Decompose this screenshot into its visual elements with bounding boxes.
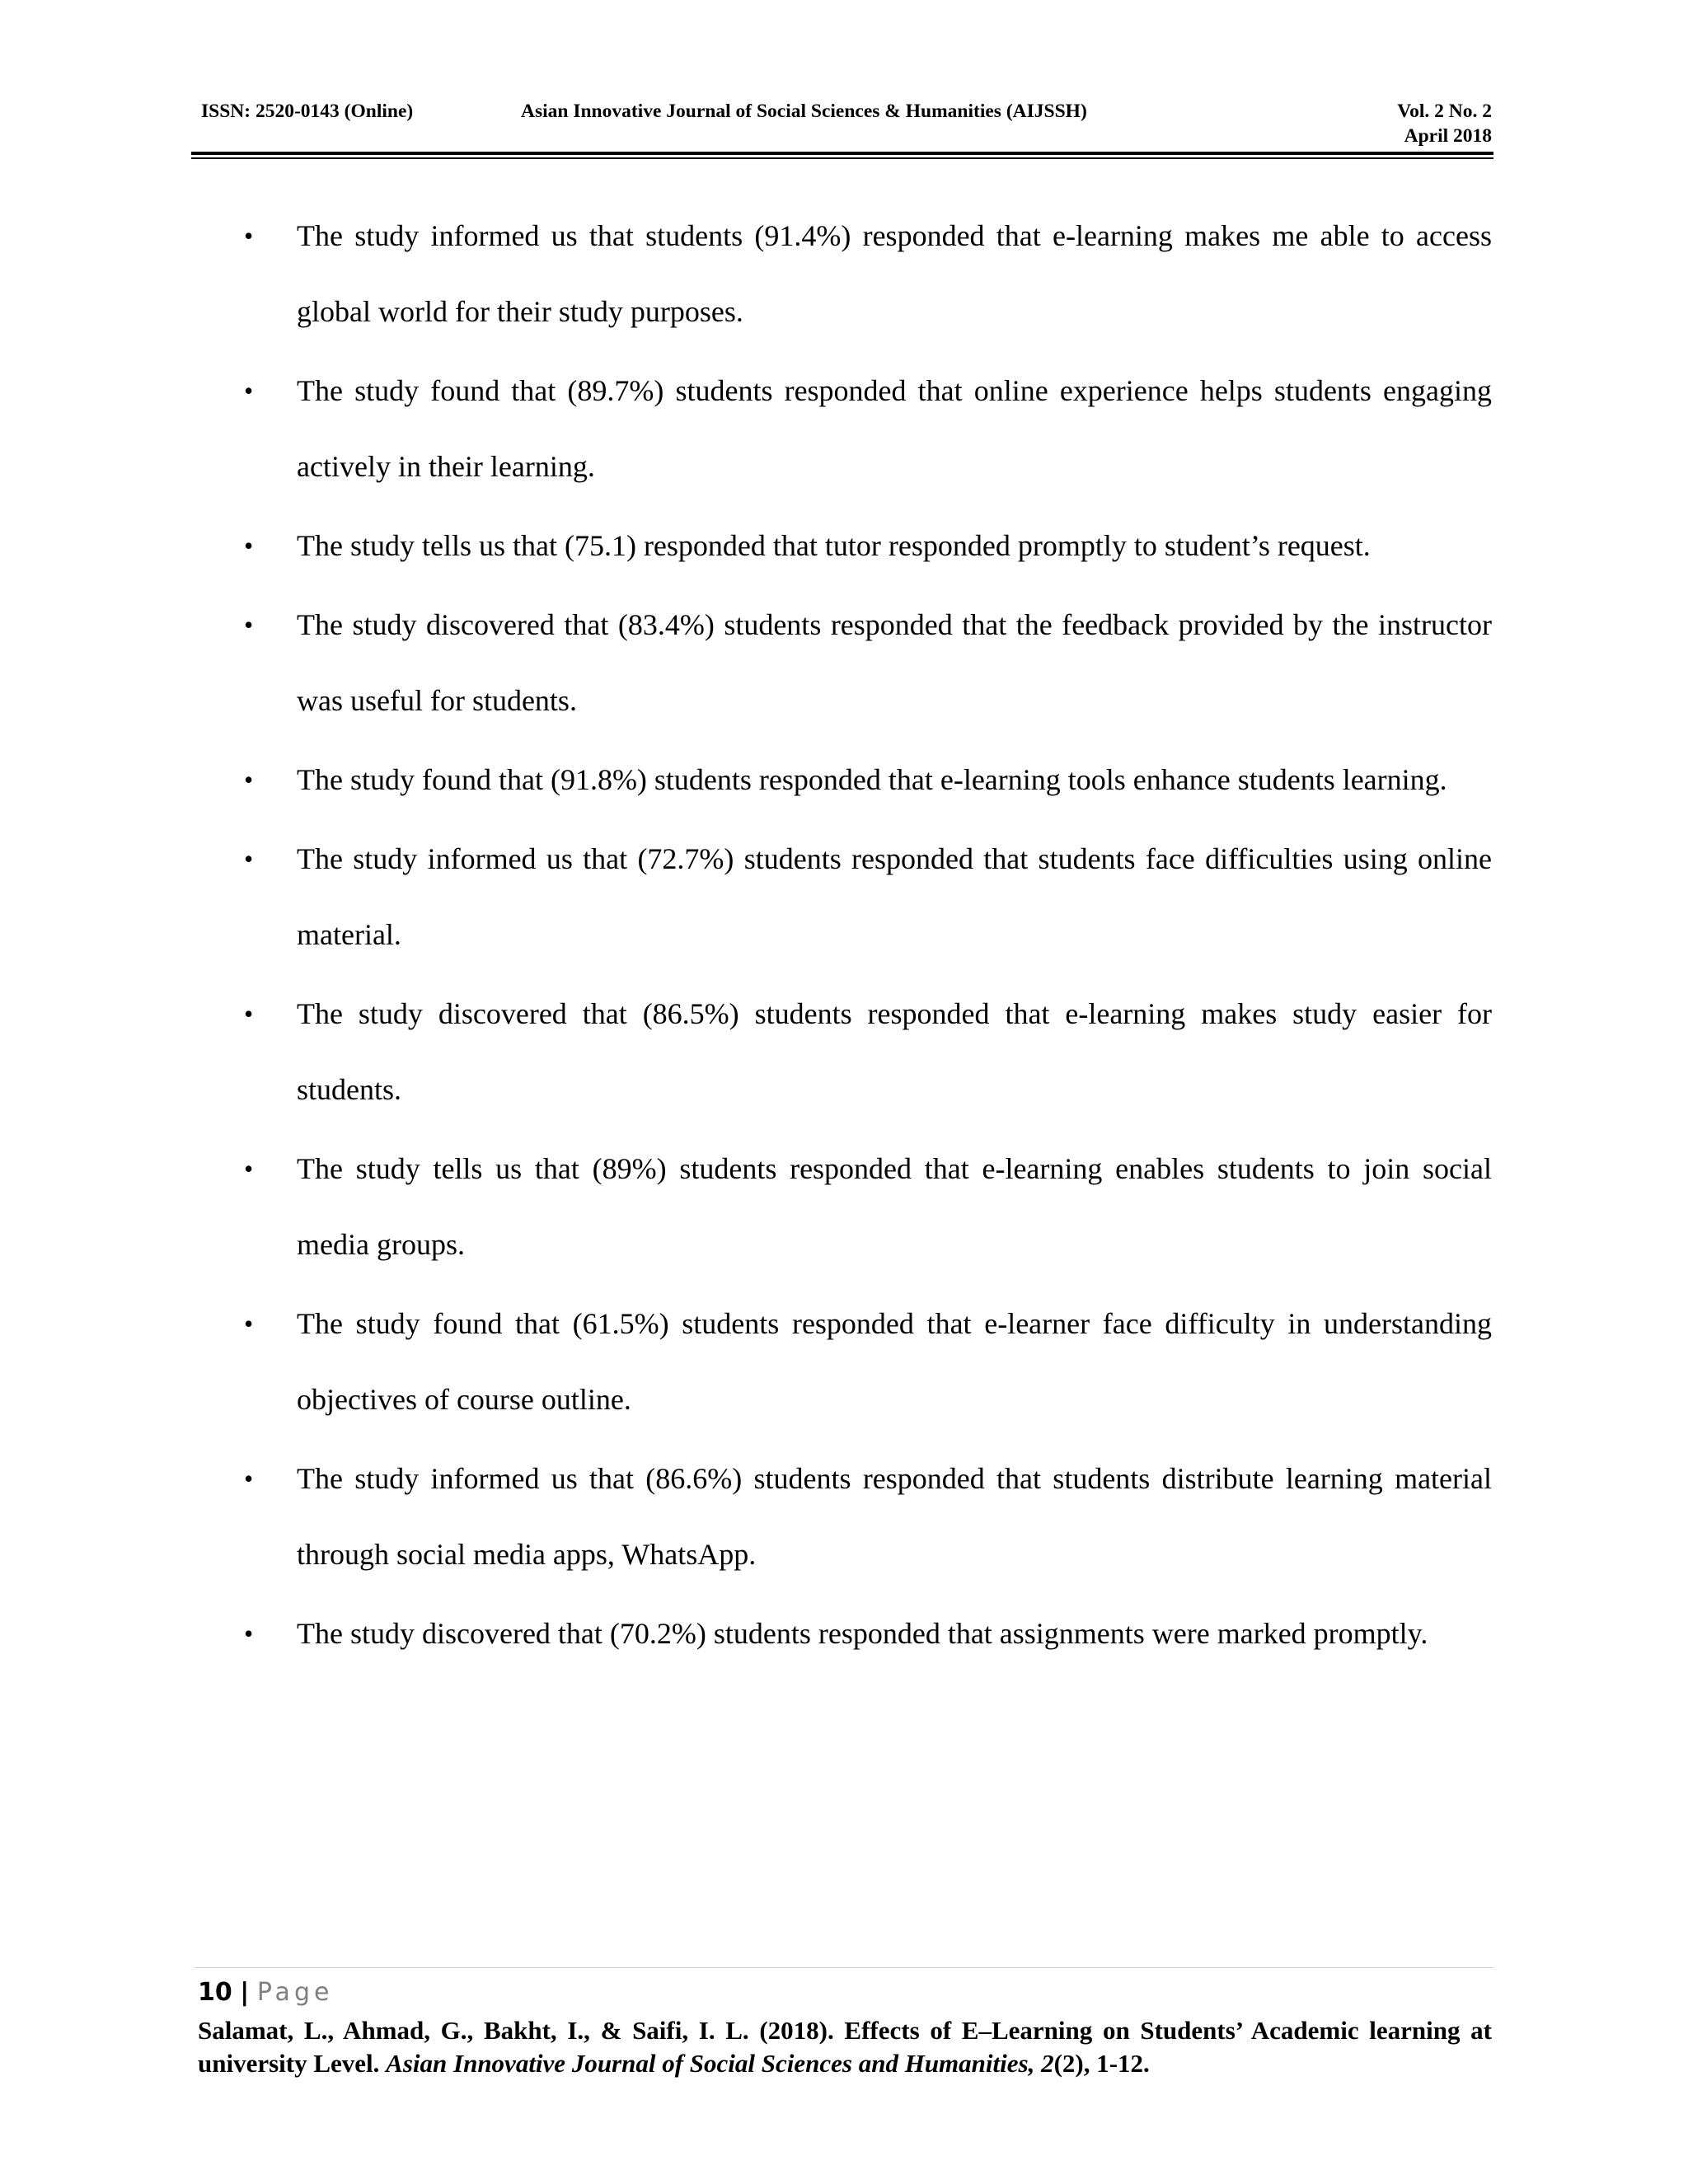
finding-text: The study informed us that (86.6%) students responded that students distribute learning material through social media apps, WhatsApp. xyxy=(297,1462,1492,1571)
citation-authors: Salamat, L., Ahmad, G., Bakht, I., & Saifi, I. L. (2018). Effects of E–Learning on Students’ Academic learning at university Level. xyxy=(198,2016,1492,2078)
bullet-icon: • xyxy=(244,999,254,1029)
finding-item xyxy=(244,508,1492,583)
bullet-icon: • xyxy=(244,1464,254,1493)
findings-list xyxy=(244,198,1492,1675)
bullet-icon: • xyxy=(244,765,254,794)
header-rule-thick xyxy=(191,152,1493,155)
page-label: Page xyxy=(256,1978,334,2007)
bullet-icon: • xyxy=(244,376,254,405)
footer-rule xyxy=(195,1967,1493,1968)
finding-text: The study informed us that students (91.4%) responded that e-learning makes me able to access global world for their study purposes. xyxy=(297,219,1492,328)
bullet-icon: • xyxy=(244,844,254,874)
citation-journal: Asian Innovative Journal of Social Sciences and Humanities, 2 xyxy=(386,2049,1054,2078)
citation xyxy=(198,2014,1492,2080)
bullet-icon: • xyxy=(244,610,254,640)
finding-item xyxy=(244,198,1492,349)
running-header xyxy=(195,97,1492,150)
finding-text: The study tells us that (75.1) responded that tutor responded promptly to student’s request. xyxy=(297,529,1371,562)
finding-item xyxy=(244,976,1492,1127)
finding-text: The study found that (61.5%) students responded that e-learner face difficulty in understanding objectives of course outline. xyxy=(297,1307,1492,1416)
finding-text: The study found that (91.8%) students responded that e-learning tools enhance students learning. xyxy=(297,763,1447,796)
bullet-icon: • xyxy=(244,1309,254,1338)
finding-item xyxy=(244,1286,1492,1437)
finding-item xyxy=(244,1596,1492,1671)
page-separator: | xyxy=(240,1978,250,2007)
finding-item xyxy=(244,821,1492,972)
journal-title: Asian Innovative Journal of Social Sciences & Humanities (AIJSSH) xyxy=(521,101,1087,122)
bullet-icon: • xyxy=(244,1154,254,1183)
bullet-icon: • xyxy=(244,531,254,560)
citation-issue: (2), 1-12. xyxy=(1053,2049,1150,2078)
finding-text: The study discovered that (83.4%) students responded that the feedback provided by the instructor was useful for students. xyxy=(297,608,1492,717)
finding-text: The study found that (89.7%) students responded that online experience helps students engaging actively in their learning. xyxy=(297,374,1492,483)
finding-text: The study tells us that (89%) students responded that e-learning enables students to join social media groups. xyxy=(297,1152,1492,1261)
volume-label: Vol. 2 No. 2 xyxy=(1397,101,1492,122)
finding-item xyxy=(244,587,1492,738)
finding-item xyxy=(244,742,1492,818)
finding-text: The study discovered that (86.5%) students responded that e-learning makes study easier for students. xyxy=(297,997,1492,1106)
bullet-icon: • xyxy=(244,1619,254,1648)
finding-item xyxy=(244,1441,1492,1592)
page-number-block xyxy=(198,1976,333,2009)
finding-text: The study discovered that (70.2%) students responded that assignments were marked promptly. xyxy=(297,1617,1428,1650)
header-rule-thin xyxy=(191,157,1493,159)
finding-text: The study informed us that (72.7%) students responded that students face difficulties using online material. xyxy=(297,842,1492,951)
page-number: 10 xyxy=(198,1978,232,2007)
issue-date: April 2018 xyxy=(1404,125,1492,147)
issn-label: ISSN: 2520-0143 (Online) xyxy=(201,101,414,122)
bullet-icon: • xyxy=(244,221,254,251)
finding-item xyxy=(244,1131,1492,1282)
finding-item xyxy=(244,353,1492,504)
